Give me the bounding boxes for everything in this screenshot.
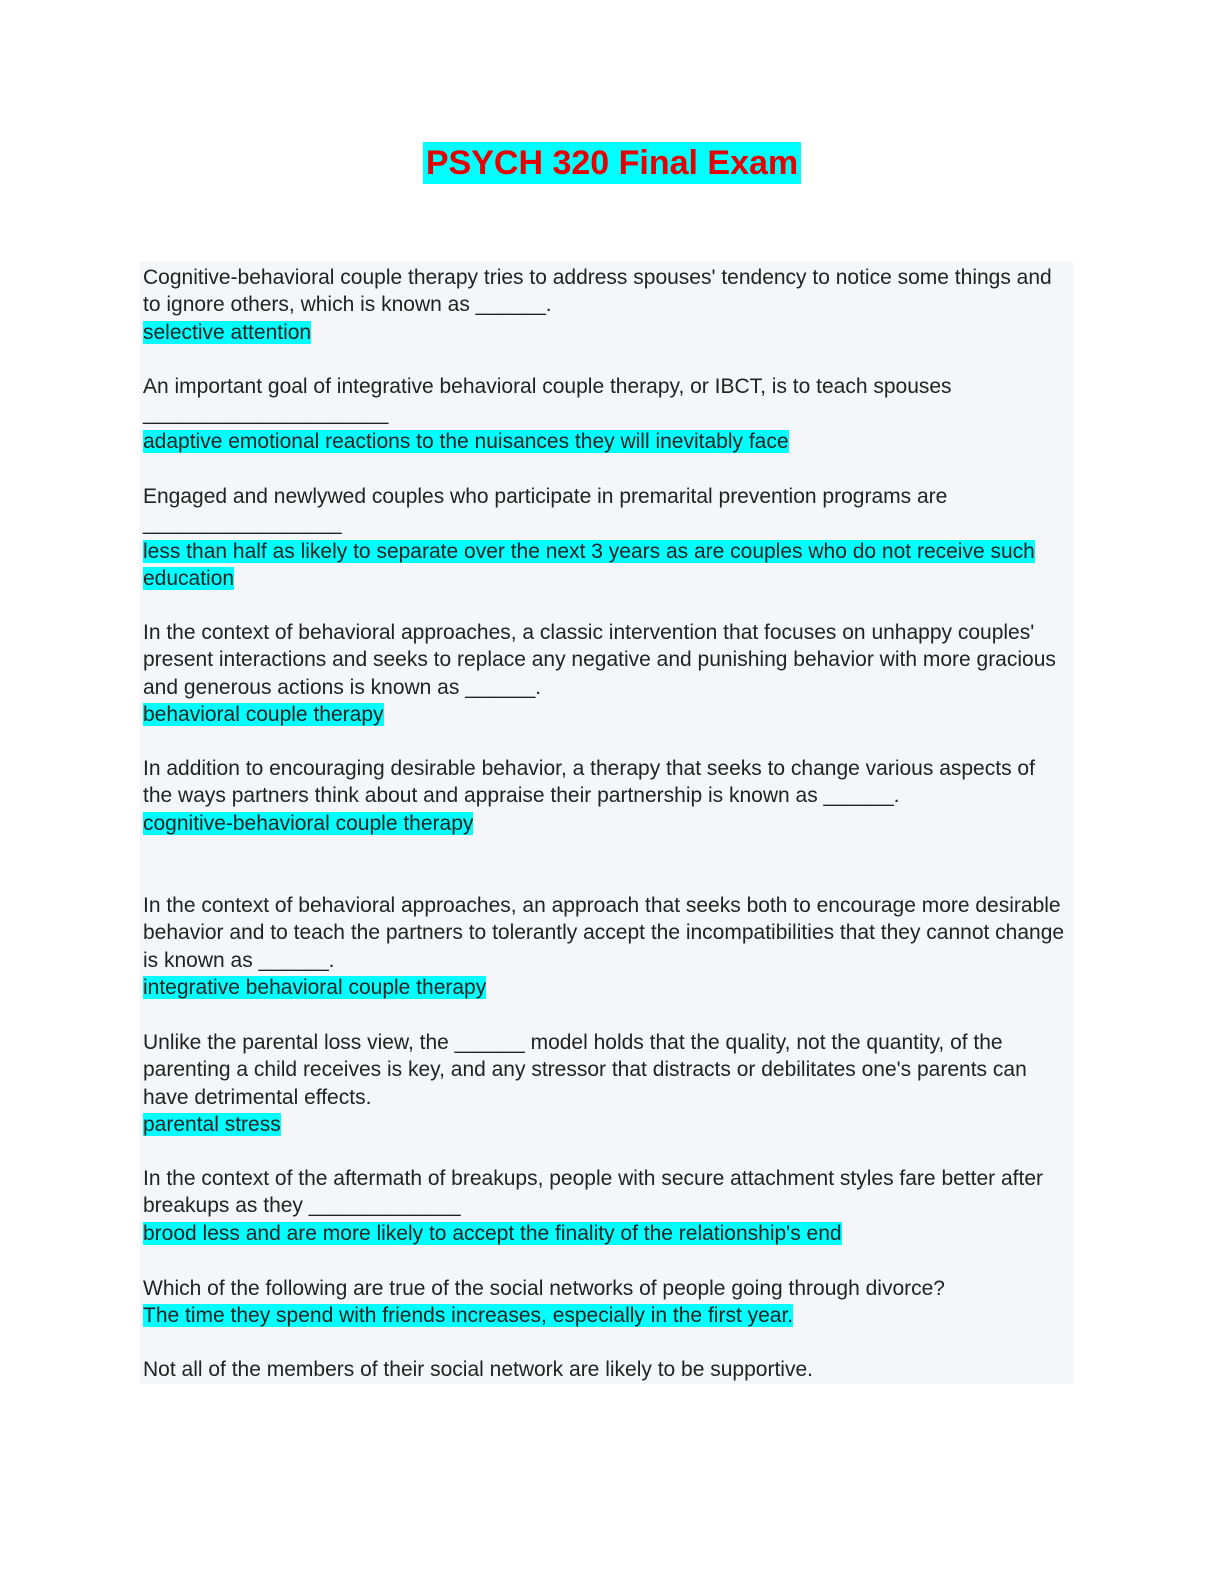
document-body: [140, 262, 1074, 1384]
answer-text: [143, 1111, 1068, 1138]
answer-highlight: less than half as likely to separate over the next 3 years as are couples who do not receive such education: [143, 539, 1035, 591]
question-text: Unlike the parental loss view, the ______ model holds that the quality, not the quantity, of the parenting a child receives is key, and any stressor that distracts or debilitates one's parents can have detrimental effects.: [143, 1031, 1027, 1109]
answer-highlight: brood less and are more likely to accept the finality of the relationship's end: [143, 1221, 842, 1245]
question-text: Which of the following are true of the social networks of people going through divorce?: [143, 1277, 945, 1300]
question-text: In addition to encouraging desirable behavior, a therapy that seeks to change various aspects of the ways partners think about and appraise their partnership is known as ______.: [143, 757, 1035, 808]
answer-text: [143, 1302, 1068, 1329]
answer-highlight: cognitive-behavioral couple therapy: [143, 811, 474, 835]
answer-text: [143, 974, 1068, 1001]
qa-item: [143, 1029, 1068, 1139]
qa-item: [143, 1356, 1068, 1383]
question-text: An important goal of integrative behavioral couple therapy, or IBCT, is to teach spouses _____________________: [143, 375, 952, 426]
qa-item: [143, 755, 1068, 837]
answer-text: [143, 701, 1068, 728]
answer-highlight: behavioral couple therapy: [143, 703, 384, 727]
qa-item: [143, 892, 1068, 1002]
qa-item: [143, 264, 1068, 346]
qa-item: [143, 483, 1068, 593]
qa-item: [143, 619, 1068, 729]
answer-text: [143, 428, 1068, 455]
answer-text: [143, 1220, 1068, 1247]
answer-highlight: selective attention: [143, 320, 312, 344]
title-container: [0, 142, 1224, 184]
question-text: Cognitive-behavioral couple therapy tries to address spouses' tendency to notice some things and to ignore others, which is known as ______.: [143, 266, 1052, 317]
answer-text: [143, 319, 1068, 346]
answer-highlight: integrative behavioral couple therapy: [143, 976, 487, 1000]
question-text: In the context of behavioral approaches, an approach that seeks both to encourage more desirable behavior and to teach the partners to tolerantly accept the incompatibilities that they cannot change is known as ______.: [143, 894, 1065, 972]
question-text: In the context of the aftermath of breakups, people with secure attachment styles fare better after breakups as they _____________: [143, 1167, 1043, 1218]
qa-item: [143, 1165, 1068, 1247]
question-text: In the context of behavioral approaches, a classic intervention that focuses on unhappy couples' present interactions and seeks to replace any negative and punishing behavior with more gracious and generous actions is known as ______.: [143, 621, 1056, 699]
qa-item: [143, 1275, 1068, 1330]
trailing-text: Not all of the members of their social network are likely to be supportive.: [143, 1358, 813, 1381]
question-text: Engaged and newlywed couples who participate in premarital prevention programs are _________________: [143, 485, 948, 536]
document-title: PSYCH 320 Final Exam: [423, 142, 801, 184]
answer-text: [143, 538, 1068, 593]
answer-highlight: adaptive emotional reactions to the nuisances they will inevitably face: [143, 429, 789, 453]
answer-highlight: The time they spend with friends increases, especially in the first year.: [143, 1304, 794, 1328]
answer-text: [143, 810, 1068, 837]
qa-item: [143, 373, 1068, 455]
answer-highlight: parental stress: [143, 1113, 281, 1137]
